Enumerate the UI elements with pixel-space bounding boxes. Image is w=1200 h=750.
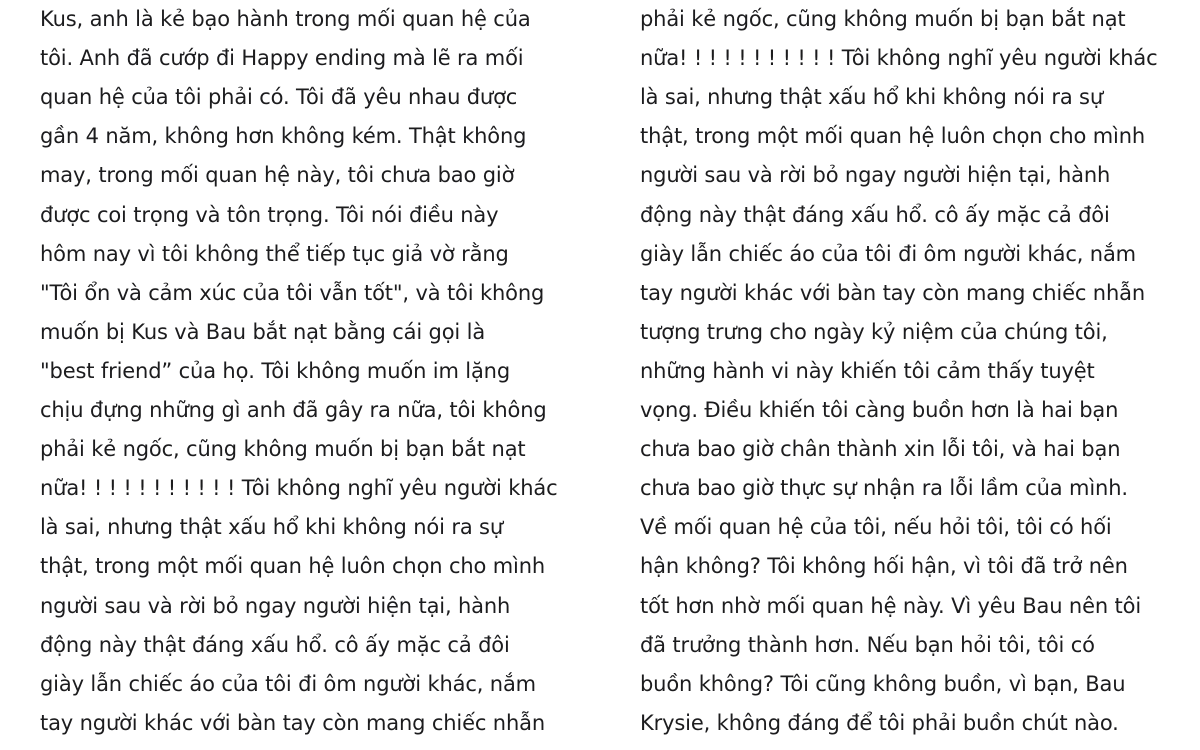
text-line: tay người khác với bàn tay còn mang chiếc nhẫn — [40, 710, 545, 735]
text-line: hận không? Tôi không hối hận, vì tôi đã trở nên — [640, 554, 1128, 579]
text-line: giày lẫn chiếc áo của tôi đi ôm người khác, nắm — [640, 241, 1136, 266]
text-line: động này thật đáng xấu hổ. cô ấy mặc cả đôi — [640, 202, 1110, 227]
text-line: gần 4 năm, không hơn không kém. Thật không — [40, 124, 527, 149]
text-line: thật, trong một mối quan hệ luôn chọn cho mình — [640, 124, 1146, 149]
text-line: nữa! ! ! ! ! ! ! ! ! ! ! Tôi không nghĩ yêu người khác — [40, 476, 558, 501]
text-line: thật, trong một mối quan hệ luôn chọn cho mình — [40, 554, 546, 579]
text-line: giày lẫn chiếc áo của tôi đi ôm người khác, nắm — [40, 671, 536, 696]
text-line: buồn không? Tôi cũng không buồn, vì bạn, Bau — [640, 671, 1126, 696]
text-line: vọng. Điều khiến tôi càng buồn hơn là hai bạn — [640, 398, 1119, 422]
text-line: chịu đựng những gì anh đã gây ra nữa, tôi không — [40, 398, 547, 422]
text-line: phải kẻ ngốc, cũng không muốn bị bạn bắt nạt — [640, 7, 1126, 31]
text-line: chưa bao giờ thực sự nhận ra lỗi lầm của mình. — [640, 476, 1128, 501]
text-line: phải kẻ ngốc, cũng không muốn bị bạn bắt nạt — [40, 437, 526, 462]
text-line: Krysie, không đáng để tôi phải buồn chút nào. — [640, 710, 1119, 735]
text-line: tôi. Anh đã cướp đi Happy ending mà lẽ ra mối — [40, 46, 524, 71]
text-line: muốn bị Kus và Bau bắt nạt bằng cái gọi là — [40, 319, 486, 344]
text-line: quan hệ của tôi phải có. Tôi đã yêu nhau được — [40, 85, 518, 110]
text-line: là sai, nhưng thật xấu hổ khi không nói ra sự — [40, 515, 504, 540]
text-line: "best friend” của họ. Tôi không muốn im lặng — [40, 358, 511, 383]
text-line: động này thật đáng xấu hổ. cô ấy mặc cả đôi — [40, 632, 510, 657]
text-line: là sai, nhưng thật xấu hổ khi không nói ra sự — [640, 85, 1104, 110]
text-line: tốt hơn nhờ mối quan hệ này. Vì yêu Bau nên tôi — [640, 593, 1142, 618]
text-line: chưa bao giờ chân thành xin lỗi tôi, và hai bạn — [640, 437, 1121, 462]
text-line: nữa! ! ! ! ! ! ! ! ! ! ! Tôi không nghĩ yêu người khác — [640, 46, 1158, 71]
text-line: những hành vi này khiến tôi cảm thấy tuyệt — [640, 358, 1095, 383]
text-line: Kus, anh là kẻ bạo hành trong mối quan hệ của — [40, 7, 531, 31]
text-line: Về mối quan hệ của tôi, nếu hỏi tôi, tôi có hối — [640, 515, 1112, 540]
left-text-column — [40, 0, 600, 750]
text-line: đã trưởng thành hơn. Nếu bạn hỏi tôi, tôi có — [640, 632, 1095, 657]
text-line: may, trong mối quan hệ này, tôi chưa bao giờ — [40, 163, 515, 188]
text-line: được coi trọng và tôn trọng. Tôi nói điều này — [40, 202, 499, 227]
text-line: hôm nay vì tôi không thể tiếp tục giả vờ rằng — [40, 241, 509, 266]
text-line: "Tôi ổn và cảm xúc của tôi vẫn tốt", và tôi không — [40, 280, 545, 305]
right-text-column — [640, 0, 1200, 750]
text-line: người sau và rời bỏ ngay người hiện tại, hành — [640, 163, 1111, 188]
text-line: người sau và rời bỏ ngay người hiện tại, hành — [40, 593, 511, 618]
text-line: tượng trưng cho ngày kỷ niệm của chúng tôi, — [640, 319, 1108, 344]
text-line: tay người khác với bàn tay còn mang chiếc nhẫn — [640, 280, 1145, 305]
